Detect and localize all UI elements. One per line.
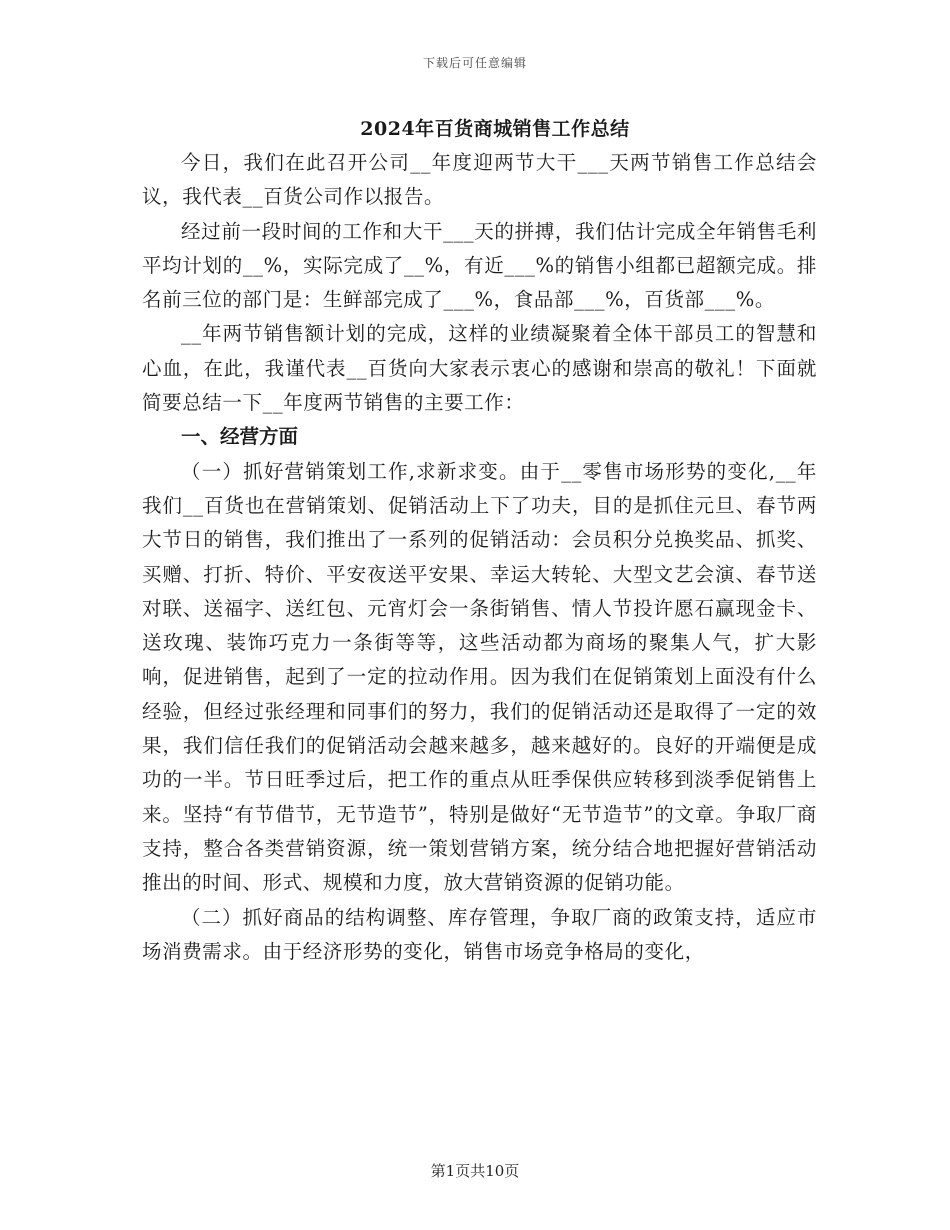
document-title: 2024年百货商城销售工作总结 bbox=[360, 118, 630, 140]
document-body bbox=[142, 146, 817, 969]
header-note: 下载后可任意编辑 bbox=[422, 56, 527, 70]
page-footer: 第1页共10页 bbox=[430, 1162, 520, 1180]
paragraph-intro: 今日，我们在此召开公司__年度迎两节大干___天两节销售工作总结会议，我代表__百货公司作以报告。 bbox=[142, 151, 817, 209]
paragraph-structure: （二）抓好商品的结构调整、库存管理，争取厂商的政策支持，适应市场消费需求。由于经济形势的变化，销售市场竞争格局的变化， bbox=[142, 905, 817, 963]
paragraph-marketing: （一）抓好营销策划工作,求新求变。由于__零售市场形势的变化,__年我们__百货也在营销策划、促销活动上下了功夫，目的是抓住元旦、春节两大节日的销售，我们推出了一系列的促销活动：会员积分兑换奖品、抓奖、买赠、打折、特价、平安夜送平安果、幸运大转轮、大型文艺会演、春节送对联、送福字、送红包、元宵灯会一条街销售、情人节投许愿石赢现金卡、送玫瑰、装饰巧克力一条街等等，这些活动都为商场的聚集人气，扩大影响，促进销售，起到了一定的拉动作用。因为我们在促销策划上面没有什么经验，但经过张经理和同事们的努力，我们的促销活动还是取得了一定的效果，我们信任我们的促销活动会越来越多，越来越好的。良好的开端便是成功的一半。节日旺季过后，把工作的重点从旺季保供应转移到淡季促销售上来。坚持“有节借节，无节造节”，特别是做好“无节造节”的文章。争取厂商支持，整合各类营销资源，统一策划营销方案，统分结合地把握好营销活动推出的时间、形式、规模和力度，放大营销资源的促销功能。 bbox=[142, 459, 817, 895]
paragraph-thanks: __年两节销售额计划的完成，这样的业绩凝聚着全体干部员工的智慧和心血，在此，我谨代表__百货向大家表示衷心的感谢和崇高的敬礼！下面就简要总结一下__年度两节销售的主要工作： bbox=[142, 322, 817, 415]
paragraph-results: 经过前一段时间的工作和大干___天的拼搏，我们估计完成全年销售毛利平均计划的__%，实际完成了__%，有近___%的销售小组都已超额完成。排名前三位的部门是：生鲜部完成了___%，食品部___%，百货部___%。 bbox=[142, 219, 817, 312]
section-heading: 一、经营方面 bbox=[181, 425, 299, 449]
